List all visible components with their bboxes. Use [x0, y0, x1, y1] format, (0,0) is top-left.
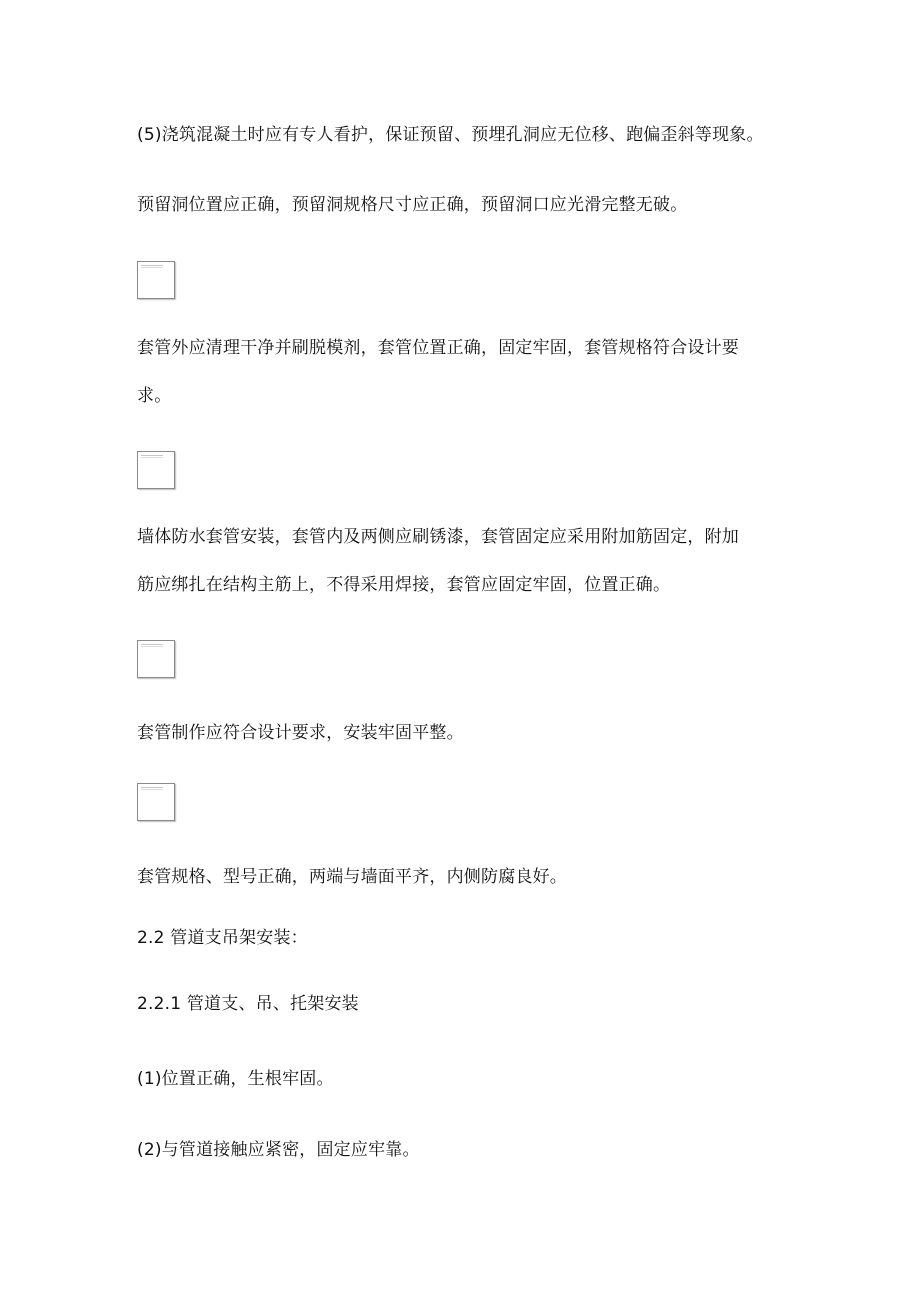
paragraph-line: 筋应绑扎在结构主筋上，不得采用焊接，套管应固定牢固，位置正确。: [137, 575, 671, 595]
paragraph-line: (2)与管道接触应紧密，固定应牢靠。: [137, 1140, 420, 1160]
subsection-heading: 2.2.1 管道支、吊、托架安装: [137, 994, 359, 1014]
paragraph-line: 套管外应清理干净并刷脱模剂，套管位置正确，固定牢固，套管规格符合设计要: [137, 338, 739, 358]
paragraph-line: 墙体防水套管安装，套管内及两侧应刷锈漆，套管固定应采用附加筋固定，附加: [137, 527, 739, 547]
image-placeholder: [137, 783, 175, 821]
paragraph-line: 预留洞位置应正确，预留洞规格尺寸应正确，预留洞口应光滑完整无破。: [137, 195, 688, 215]
section-heading: 2.2 管道支吊架安装：: [137, 928, 308, 948]
image-placeholder: [137, 640, 175, 678]
paragraph-line: 套管制作应符合设计要求，安装牢固平整。: [137, 723, 464, 743]
paragraph-line: (1)位置正确，生根牢固。: [137, 1069, 334, 1089]
paragraph-line: 求。: [137, 386, 172, 406]
paragraph-line: 套管规格、型号正确，两端与墙面平齐，内侧防腐良好。: [137, 867, 567, 887]
image-placeholder: [137, 261, 175, 299]
paragraph-line: (5)浇筑混凝土时应有专人看护，保证预留、预埋孔洞应无位移、跑偏歪斜等现象。: [137, 125, 764, 145]
image-placeholder: [137, 451, 175, 489]
